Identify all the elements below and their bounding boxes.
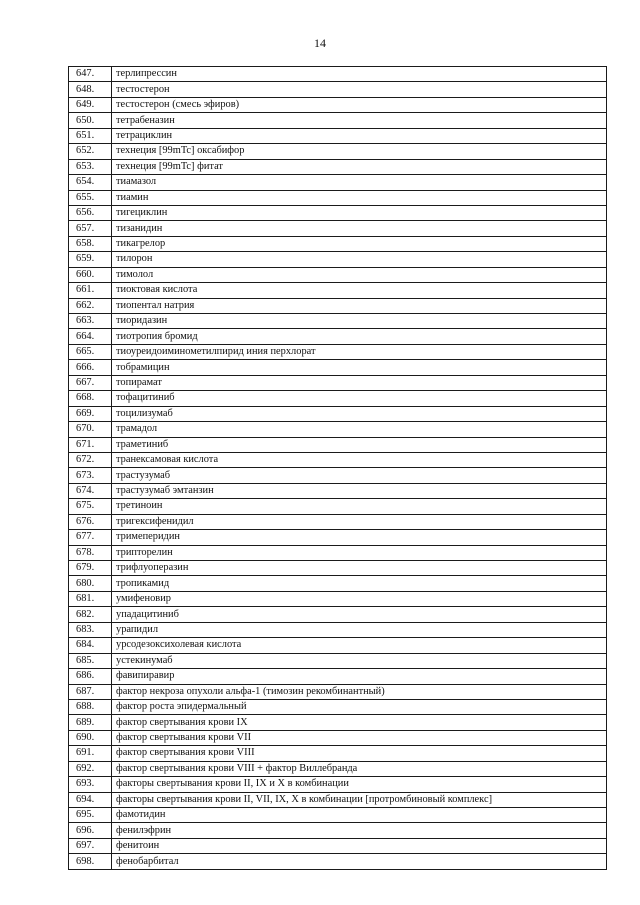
table-row: [69, 82, 607, 97]
table-row: [69, 591, 607, 606]
row-number: 696.: [69, 823, 112, 838]
row-number: 680.: [69, 576, 112, 591]
row-number: 671.: [69, 437, 112, 452]
table-row: [69, 113, 607, 128]
table-row: [69, 391, 607, 406]
drug-name: упадацитиниб: [112, 607, 607, 622]
drug-name: тиоктовая кислота: [112, 283, 607, 298]
row-number: 662.: [69, 298, 112, 313]
row-number: 693.: [69, 777, 112, 792]
table-row: [69, 808, 607, 823]
drug-name: технеция [99mTc] оксабифор: [112, 144, 607, 159]
table-row: [69, 375, 607, 390]
drug-name: терлипрессин: [112, 67, 607, 82]
row-number: 668.: [69, 391, 112, 406]
table-row: [69, 422, 607, 437]
drug-name: топирамат: [112, 375, 607, 390]
drug-name: транексамовая кислота: [112, 452, 607, 467]
table-row: [69, 499, 607, 514]
table-row: [69, 205, 607, 220]
drug-name: третиноин: [112, 499, 607, 514]
drug-name: тиоуреидоиминометилпирид иния перхлорат: [112, 344, 607, 359]
row-number: 695.: [69, 808, 112, 823]
drug-name: устекинумаб: [112, 653, 607, 668]
table-row: [69, 236, 607, 251]
drug-name: тиотропия бромид: [112, 329, 607, 344]
table-row: [69, 314, 607, 329]
drug-name: тестостерон (смесь эфиров): [112, 97, 607, 112]
table-row: [69, 854, 607, 869]
table-row: [69, 283, 607, 298]
drug-name: тофацитиниб: [112, 391, 607, 406]
drug-name: фактор роста эпидермальный: [112, 699, 607, 714]
row-number: 667.: [69, 375, 112, 390]
row-number: 659.: [69, 252, 112, 267]
row-number: 649.: [69, 97, 112, 112]
row-number: 654.: [69, 175, 112, 190]
table-row: [69, 684, 607, 699]
row-number: 681.: [69, 591, 112, 606]
drug-name: трамадол: [112, 422, 607, 437]
table-row: [69, 468, 607, 483]
drug-name: факторы свертывания крови II, VII, IX, X в комбинации [протромбиновый комплекс]: [112, 792, 607, 807]
row-number: 689.: [69, 715, 112, 730]
table-row: [69, 360, 607, 375]
row-number: 675.: [69, 499, 112, 514]
row-number: 655.: [69, 190, 112, 205]
row-number: 647.: [69, 67, 112, 82]
row-number: 692.: [69, 761, 112, 776]
row-number: 656.: [69, 205, 112, 220]
table-row: [69, 175, 607, 190]
table-row: [69, 699, 607, 714]
table-row: [69, 607, 607, 622]
row-number: 686.: [69, 669, 112, 684]
drug-name: урсодезоксихолевая кислота: [112, 638, 607, 653]
row-number: 658.: [69, 236, 112, 251]
row-number: 691.: [69, 746, 112, 761]
row-number: 674.: [69, 483, 112, 498]
table-row: [69, 190, 607, 205]
table-row: [69, 67, 607, 82]
table-row: [69, 545, 607, 560]
row-number: 677.: [69, 530, 112, 545]
row-number: 688.: [69, 699, 112, 714]
drug-name: урапидил: [112, 622, 607, 637]
row-number: 669.: [69, 406, 112, 421]
drug-name: тикагрелор: [112, 236, 607, 251]
drug-name: фактор свертывания крови IX: [112, 715, 607, 730]
table-row: [69, 823, 607, 838]
row-number: 648.: [69, 82, 112, 97]
drug-name: фенобарбитал: [112, 854, 607, 869]
drug-name: тестостерон: [112, 82, 607, 97]
drug-name: трифлуоперазин: [112, 561, 607, 576]
table-row: [69, 838, 607, 853]
row-number: 690.: [69, 730, 112, 745]
row-number: 666.: [69, 360, 112, 375]
table-row: [69, 97, 607, 112]
row-number: 694.: [69, 792, 112, 807]
drug-name: тригексифенидил: [112, 514, 607, 529]
table-row: [69, 792, 607, 807]
table-row: [69, 267, 607, 282]
table-row: [69, 777, 607, 792]
table-row: [69, 344, 607, 359]
table-row: [69, 638, 607, 653]
row-number: 679.: [69, 561, 112, 576]
row-number: 672.: [69, 452, 112, 467]
row-number: 683.: [69, 622, 112, 637]
drug-name: тиамин: [112, 190, 607, 205]
row-number: 697.: [69, 838, 112, 853]
row-number: 687.: [69, 684, 112, 699]
row-number: 665.: [69, 344, 112, 359]
drug-list-table: [68, 66, 607, 870]
table-row: [69, 128, 607, 143]
table-row: [69, 653, 607, 668]
row-number: 660.: [69, 267, 112, 282]
table-row: [69, 561, 607, 576]
row-number: 676.: [69, 514, 112, 529]
row-number: 685.: [69, 653, 112, 668]
table-row: [69, 669, 607, 684]
drug-name: технеция [99mTc] фитат: [112, 159, 607, 174]
row-number: 670.: [69, 422, 112, 437]
drug-name: умифеновир: [112, 591, 607, 606]
drug-name: фактор свертывания крови VIII + фактор Виллебранда: [112, 761, 607, 776]
drug-name: трипторелин: [112, 545, 607, 560]
table-row: [69, 144, 607, 159]
table-row: [69, 530, 607, 545]
drug-name: фенитоин: [112, 838, 607, 853]
row-number: 657.: [69, 221, 112, 236]
row-number: 684.: [69, 638, 112, 653]
table-row: [69, 298, 607, 313]
table-row: [69, 761, 607, 776]
table-row: [69, 159, 607, 174]
table-row: [69, 221, 607, 236]
drug-name: тропикамид: [112, 576, 607, 591]
drug-name: фактор свертывания крови VIII: [112, 746, 607, 761]
row-number: 682.: [69, 607, 112, 622]
table-row: [69, 715, 607, 730]
drug-name: фактор некроза опухоли альфа-1 (тимозин рекомбинантный): [112, 684, 607, 699]
row-number: 664.: [69, 329, 112, 344]
drug-list-body: [69, 67, 607, 870]
table-row: [69, 452, 607, 467]
table-row: [69, 514, 607, 529]
drug-name: фактор свертывания крови VII: [112, 730, 607, 745]
table-row: [69, 252, 607, 267]
row-number: 653.: [69, 159, 112, 174]
drug-name: тоцилизумаб: [112, 406, 607, 421]
drug-name: фамотидин: [112, 808, 607, 823]
table-row: [69, 329, 607, 344]
row-number: 663.: [69, 314, 112, 329]
row-number: 652.: [69, 144, 112, 159]
table-row: [69, 483, 607, 498]
table-row: [69, 406, 607, 421]
row-number: 673.: [69, 468, 112, 483]
drug-name: фенилэфрин: [112, 823, 607, 838]
drug-name: тимолол: [112, 267, 607, 282]
drug-name: тиамазол: [112, 175, 607, 190]
row-number: 698.: [69, 854, 112, 869]
page-number: 14: [314, 36, 326, 50]
drug-name: факторы свертывания крови II, IX и X в комбинации: [112, 777, 607, 792]
drug-name: траметиниб: [112, 437, 607, 452]
drug-name: тетрабеназин: [112, 113, 607, 128]
drug-name: тримеперидин: [112, 530, 607, 545]
drug-name: тиопентал натрия: [112, 298, 607, 313]
drug-name: трастузумаб: [112, 468, 607, 483]
drug-name: тетрациклин: [112, 128, 607, 143]
table-row: [69, 576, 607, 591]
drug-name: тиоридазин: [112, 314, 607, 329]
drug-name: трастузумаб эмтанзин: [112, 483, 607, 498]
drug-name: тилорон: [112, 252, 607, 267]
row-number: 678.: [69, 545, 112, 560]
row-number: 661.: [69, 283, 112, 298]
drug-name: фавипиравир: [112, 669, 607, 684]
table-row: [69, 437, 607, 452]
row-number: 651.: [69, 128, 112, 143]
drug-name: тигециклин: [112, 205, 607, 220]
table-row: [69, 730, 607, 745]
table-row: [69, 746, 607, 761]
table-row: [69, 622, 607, 637]
drug-name: тизанидин: [112, 221, 607, 236]
drug-name: тобрамицин: [112, 360, 607, 375]
row-number: 650.: [69, 113, 112, 128]
